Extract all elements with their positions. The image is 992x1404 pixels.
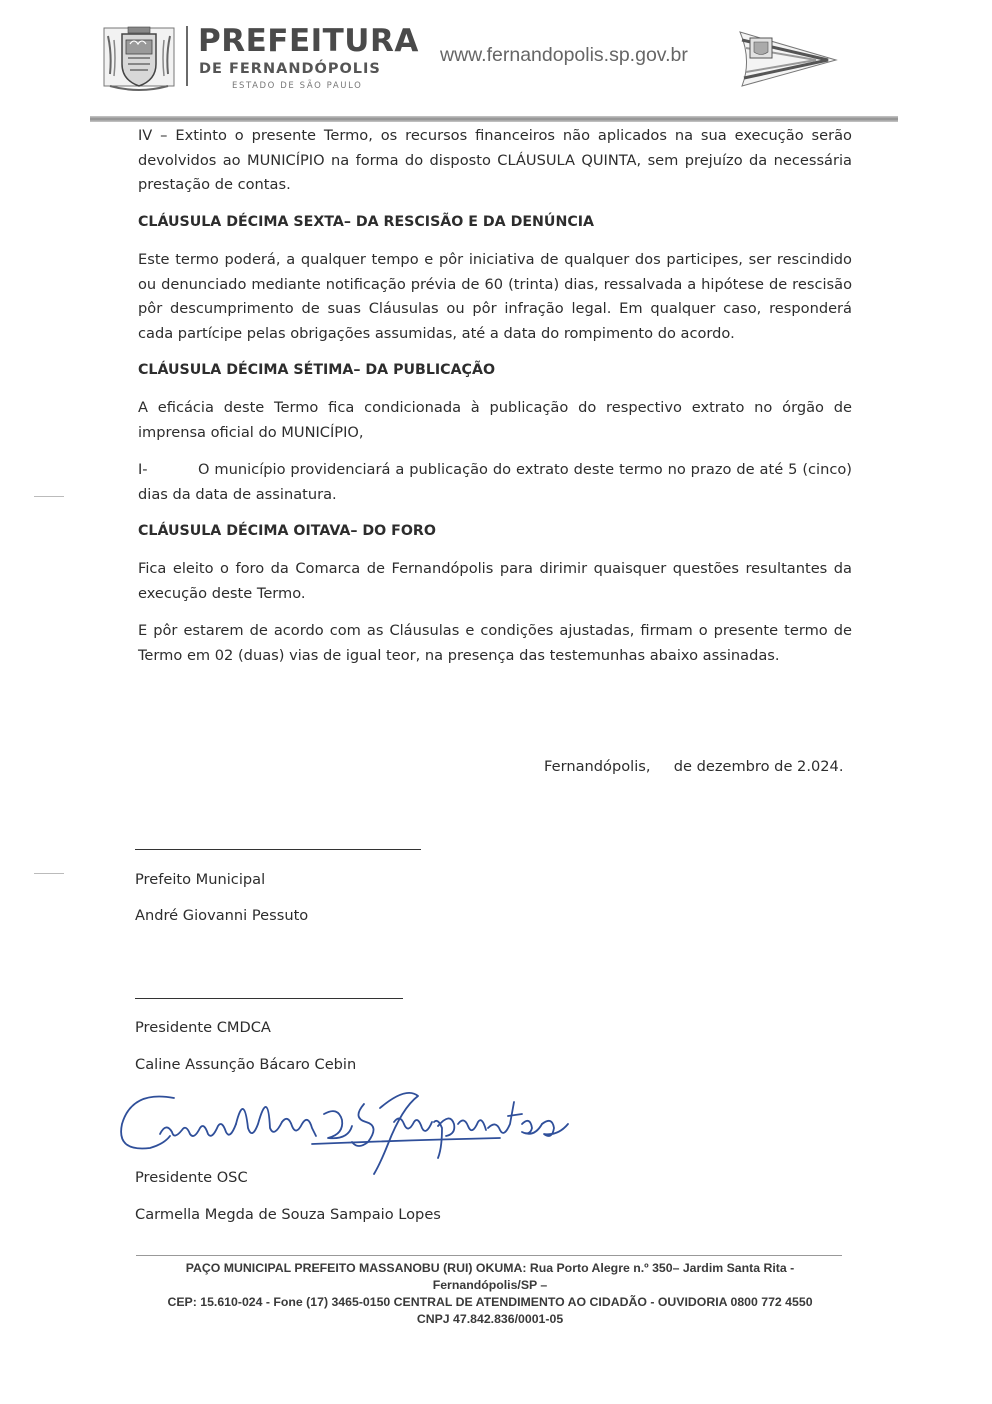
date-line: Fernandópolis, de dezembro de 2.024. <box>544 758 844 775</box>
signature-name-cmdca: Caline Assunção Bácaro Cebin <box>135 1056 357 1073</box>
clause-17-title: CLÁUSULA DÉCIMA SÉTIMA– DA PUBLICAÇÃO <box>138 362 496 378</box>
signature-line-cmdca <box>135 998 403 999</box>
clause-18-title: CLÁUSULA DÉCIMA OITAVA– DO FORO <box>138 523 436 539</box>
header-rule <box>90 116 898 122</box>
website-url: www.fernandopolis.sp.gov.br <box>440 44 688 66</box>
signature-role-cmdca: Presidente CMDCA <box>135 1019 271 1036</box>
footer-line-2: Fernandópolis/SP – <box>432 1278 548 1292</box>
clause-17-item <box>138 458 852 507</box>
signature-role-mayor: Prefeito Municipal <box>135 871 266 888</box>
margin-mark <box>34 496 64 497</box>
margin-mark <box>34 873 64 874</box>
clause-16-text: Este termo poderá, a qualquer tempo e pôr iniciativa de qualquer dos participes, ser rescindido ou denunciado mediante notificação prévia de 60 (trinta) dias, ressalvada a hipótese de rescisão pôr descumprimento de suas Cláusulas ou pôr infração legal. Em qualquer caso, responderá cada partícipe pelas obrigações assumidas, até a data do rompimento do acordo. <box>138 251 852 342</box>
municipal-coat-of-arms-icon <box>100 24 178 94</box>
signature-name-osc: Carmella Megda de Souza Sampaio Lopes <box>135 1206 441 1223</box>
footer-line-3: CEP: 15.610-024 - Fone (17) 3465-0150 CENTRAL DE ATENDIMENTO AO CIDADÃO - OUVIDORIA 0800 772 4550 <box>167 1295 813 1309</box>
header-divider <box>186 26 188 86</box>
clause-16-title: CLÁUSULA DÉCIMA SEXTA– DA RESCISÃO E DA DENÚNCIA <box>138 214 595 230</box>
clause-17-item-marker: I- <box>138 461 148 478</box>
brand-subtitle: DE FERNANDÓPOLIS <box>199 61 381 77</box>
municipal-flag-icon <box>732 26 842 90</box>
footer-line-4: CNPJ 47.842.836/0001-05 <box>416 1312 564 1326</box>
signature-name-mayor: André Giovanni Pessuto <box>135 907 309 924</box>
clause-17-item-text: O município providenciará a publicação do extrato deste termo no prazo de até 5 (cinco) dias da data de assinatura. <box>138 461 852 503</box>
footer-address <box>130 1260 850 1328</box>
signature-line-mayor <box>135 849 421 850</box>
brand-title: PREFEITURA <box>198 23 419 59</box>
brand-state: ESTADO DE SÃO PAULO <box>232 81 363 91</box>
footer-line-1: PAÇO MUNICIPAL PREFEITO MASSANOBU (RUI) OKUMA: Rua Porto Alegre n.º 350– Jardim Santa Rita - <box>185 1261 795 1275</box>
paragraph-item-iv: IV – Extinto o presente Termo, os recursos financeiros não aplicados na sua execução serão devolvidos ao MUNICÍPIO na forma do disposto CLÁUSULA QUINTA, sem prejuízo da necessária prestação de contas. <box>138 127 852 193</box>
signature-role-osc: Presidente OSC <box>135 1169 248 1186</box>
closing-paragraph: E pôr estarem de acordo com as Cláusulas e condições ajustadas, firmam o presente termo de Termo em 02 (duas) vias de igual teor, na presença das testemunhas abaixo assinadas. <box>138 622 852 664</box>
clause-18-text: Fica eleito o foro da Comarca de Fernandópolis para dirimir quaisquer questões resultantes da execução deste Termo. <box>138 560 852 602</box>
clause-17-text: A eficácia deste Termo fica condicionada à publicação do respectivo extrato no órgão de imprensa oficial do MUNICÍPIO, <box>138 399 852 441</box>
footer-rule <box>136 1255 842 1256</box>
